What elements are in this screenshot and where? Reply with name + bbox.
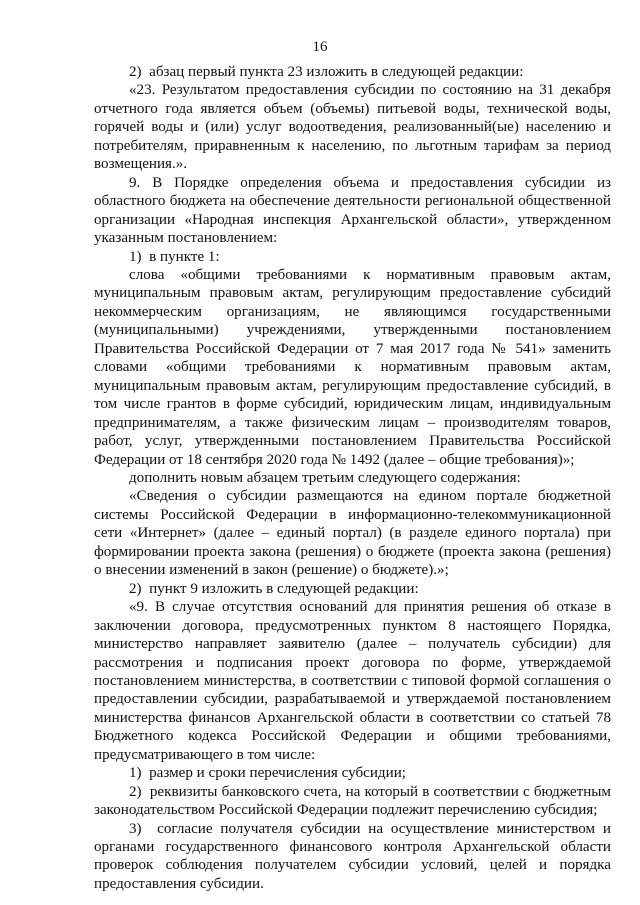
document-body bbox=[94, 63, 611, 893]
paragraph: 1) в пункте 1: bbox=[129, 248, 220, 265]
paragraph: 1) размер и сроки перечисления субсидии; bbox=[129, 765, 406, 782]
paragraph: слова «общими требованиями к нормативным правовым актам, муниципальным правовым актам, регулирующим предоставление субсидий некоммерческим организациям, не являющимся государственными (муниципальными) учреждениями, утвержденными постановлением Правительства Российской Федерации от 7 мая 2017 года № 541» заменить словами «общими требованиями к нормативным правовым актам, муниципальным правовым актам, регулирующим предоставление субсидий, в том числе грантов в форме субсидий, юридическим лицам, индивидуальным предпринимателям, а также физическим лицам – производителям товаров, работ, услуг, утвержденными постановлением Правительства Российской Федерации от 18 сентября 2020 года № 1492 (далее – общие требования)»; bbox=[94, 266, 611, 468]
paragraph: 3) согласие получателя субсидии на осуществление министерством и органами государственного финансового контроля Архангельской области проверок соблюдения получателем субсидии условий, целей и порядка предоставления субсидии. bbox=[94, 820, 611, 892]
paragraph: 2) пункт 9 изложить в следующей редакции: bbox=[129, 580, 419, 597]
paragraph: 2) реквизиты банковского счета, на который в соответствии с бюджетным законодательством Российской Федерации подлежит перечислению субсидия; bbox=[94, 783, 611, 819]
paragraph: дополнить новым абзацем третьим следующего содержания: bbox=[129, 469, 521, 486]
paragraph: «Сведения о субсидии размещаются на едином портале бюджетной системы Российской Федерации в информационно-телекоммуникационной сети «Интернет» (далее – единый портал) (в разделе единого портала) при формировании проекта закона (решения) о бюджете (проекта закона (решения) о внесении изменений в закон (решение) о бюджете).»; bbox=[94, 488, 611, 579]
paragraph: «9. В случае отсутствия оснований для принятия решения об отказе в заключении договора, предусмотренных пунктом 8 настоящего Порядка, министерство направляет заявителю (далее – получатель субсидии) для рассмотрения и подписания проект договора по форме, утверждаемой постановлением министерства, в соответствии с типовой формой соглашения о предоставлении субсидии, разрабатываемой и утверждаемой постановлением министерства финансов Архангельской области в соответствии со статьей 78 Бюджетного кодекса Российской Федерации и общими требованиями, предусматривающего в том числе: bbox=[94, 599, 611, 763]
paragraph: «23. Результатом предоставления субсидии по состоянию на 31 декабря отчетного года является объем (объемы) питьевой воды, технической воды, горячей воды и (или) услуг водоотведения, реализованный(ые) населению и потребителям, приравненным к населению, по льготным тарифам за период возмещения.». bbox=[94, 82, 611, 173]
paragraph: 9. В Порядке определения объема и предоставления субсидии из областного бюджета на обеспечение деятельности региональной общественной организации «Народная инспекция Архангельской области», утвержденном указанным постановлением: bbox=[94, 174, 611, 247]
paragraph: 2) абзац первый пункта 23 изложить в следующей редакции: bbox=[129, 64, 524, 80]
page-number: 16 bbox=[312, 39, 328, 55]
